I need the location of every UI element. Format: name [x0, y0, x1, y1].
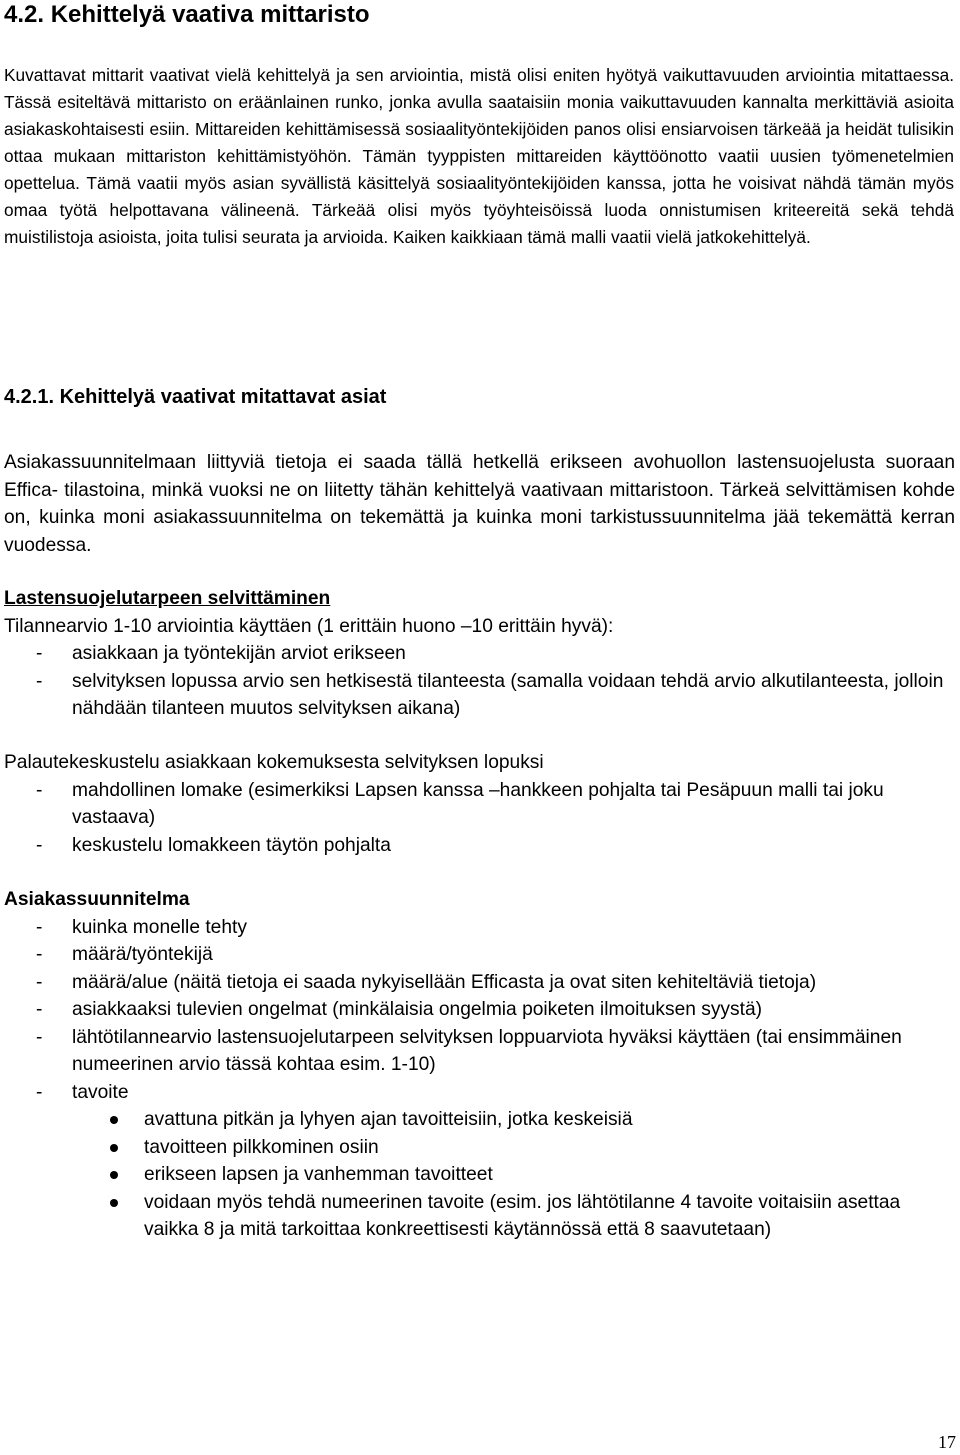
lastensuojelu-block [4, 585, 955, 723]
lastensuojelu-list [4, 640, 955, 723]
list-item: - asiakkaan ja työntekijän arviot erikseen [4, 640, 955, 668]
section-intro-paragraph: Kuvattavat mittarit vaativat vielä kehittelyä ja sen arviointia, mistä olisi eniten hyötyä vaikuttavuuden arviointia mitattaessa. Tässä esiteltävä mittaristo on eräänlainen runko, jonka avulla saataisiin monia vaikuttavuuden kannalta merkittäviä asioita asiakaskohtaisesti esiin. Mittareiden kehittämisessä sosiaalityöntekijöiden panos olisi ensiarvoisen tärkeää ja heidät tulisikin ottaa mukaan mittariston kehittämistyöhön. Tämän tyyppisten mittareiden käyttöönotto vaatii uusien työmenetelmien opettelua. Tämä vaatii myös asian syvällistä käsittelyä sosiaalityöntekijöiden kanssa, jotta he voisivat nähdä tämän myös omaa työtä helpottavana välineenä. Tärkeää olisi myös työyhteisöissä luoda onnistumisen kriteereitä sekä tehdä muistilistoja asioista, joita tulisi seurata ja arvioida. Kaiken kaikkiaan tämä malli vaatii vielä jatkokehittelyä. [4, 65, 954, 247]
page-number: 17 [938, 1432, 956, 1452]
list-item: - asiakkaaksi tulevien ongelmat (minkälaisia ongelmia poiketen ilmoituksen syystä) [4, 996, 955, 1024]
list-item: - määrä/työntekijä [4, 941, 955, 969]
lastensuojelu-lead: Tilannearvio 1-10 arviointia käyttäen (1 erittäin huono –10 erittäin hyvä): [4, 615, 614, 637]
bullet-item: avattuna pitkän ja lyhyen ajan tavoitteisiin, jotka keskeisiä [4, 1106, 955, 1134]
list-item: - selvityksen lopussa arvio sen hetkisestä tilanteesta (samalla voidaan tehdä arvio alkutilanteesta, jolloin nähdään tilanteen muutos selvityksen aikana) [4, 668, 955, 723]
list-item: - määrä/alue (näitä tietoja ei saada nykyisellään Efficasta ja ovat siten kehiteltäviä tietoja) [4, 969, 955, 997]
list-item: - mahdollinen lomake (esimerkiksi Lapsen kanssa –hankkeen pohjalta tai Pesäpuun malli tai joku vastaava) [4, 777, 955, 832]
list-item: - kuinka monelle tehty [4, 914, 955, 942]
tavoite-bullet-list [4, 1106, 955, 1244]
list-item: - tavoite [4, 1079, 955, 1107]
asiakassuunnitelma-list [4, 914, 955, 1107]
subsection-intro-paragraph: Asiakassuunnitelmaan liittyviä tietoja ei saada tällä hetkellä erikseen avohuollon lastensuojelusta suoraan Effica- tilastoina, minkä vuoksi ne on liitetty tähän kehittelyä vaativaan mittaristoon. Tärkeä selvittämisen kohde on, kuinka moni asiakassuunnitelma on tekemättä ja kuinka moni tarkistussuunnitelma jää tekemättä kerran vuodessa. [4, 452, 955, 556]
palaute-block [4, 749, 955, 859]
asiakassuunnitelma-block [4, 886, 955, 1244]
subsection-heading: 4.2.1. Kehittelyä vaativat mitattavat asiat [4, 386, 387, 408]
asiakassuunnitelma-title: Asiakassuunnitelma [4, 889, 190, 910]
bullet-item: voidaan myös tehdä numeerinen tavoite (esim. jos lähtötilanne 4 tavoite voitaisiin asettaa vaikka 8 ja mitä tarkoittaa konkreettisesti käytännössä että 8 saavutetaan) [4, 1189, 955, 1244]
bullet-item: erikseen lapsen ja vanhemman tavoitteet [4, 1161, 955, 1189]
section-heading: 4.2. Kehittelyä vaativa mittaristo [4, 1, 370, 28]
lastensuojelu-title: Lastensuojelutarpeen selvittäminen [4, 588, 331, 609]
bullet-item: tavoitteen pilkkominen osiin [4, 1134, 955, 1162]
palaute-title: Palautekeskustelu asiakkaan kokemuksesta selvityksen lopuksi [4, 752, 544, 773]
list-item: - keskustelu lomakkeen täytön pohjalta [4, 832, 955, 860]
palaute-list [4, 777, 955, 860]
list-item: - lähtötilannearvio lastensuojelutarpeen selvityksen loppuarviota hyväksi käyttäen (tai ensimmäinen numeerinen arvio tässä kohtaa esim. 1-10) [4, 1024, 955, 1079]
